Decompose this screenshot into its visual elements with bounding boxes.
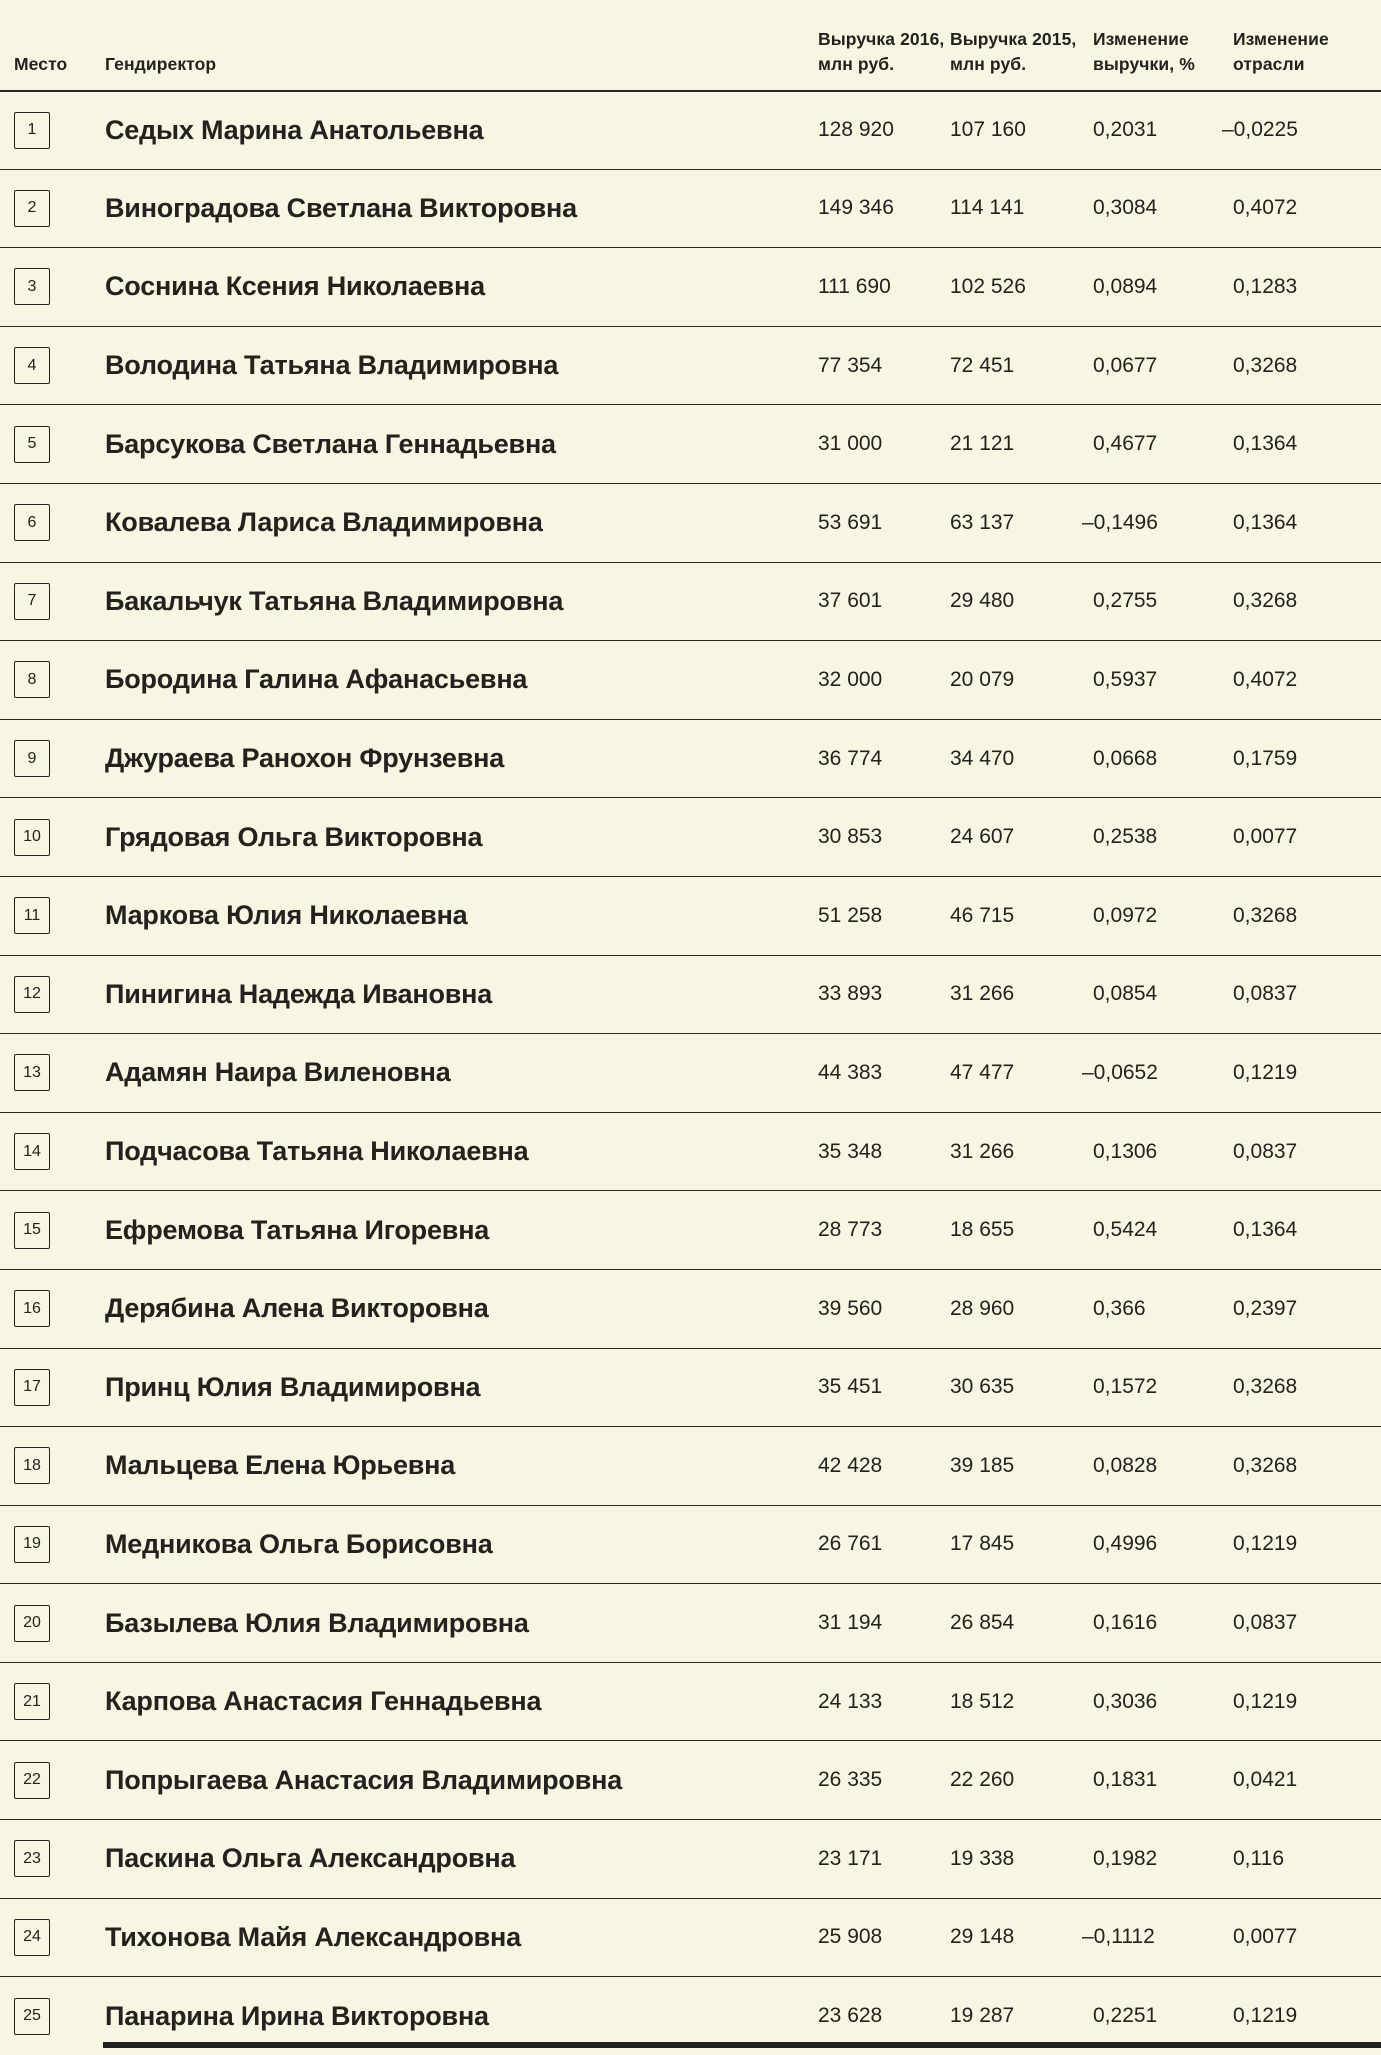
revenue-change-value: 0,0668 [1093,746,1158,770]
revenue-change-value: –0,0652 [1082,1060,1158,1084]
industry-change-value: 0,3268 [1233,1453,1298,1477]
rank-badge: 21 [14,1683,50,1720]
revenue-2016-value: 77 354 [818,353,883,377]
ceo-name: Принц Юлия Владимировна [105,1371,481,1402]
ceo-name: Джураева Ранохон Фрунзевна [105,743,505,774]
table-header-row [0,0,1381,90]
ceo-name: Ковалева Лариса Владимировна [105,507,543,538]
rank-badge: 13 [14,1054,50,1091]
table-row [0,1033,1381,1112]
rank-badge: 15 [14,1212,50,1249]
revenue-2016-value: 36 774 [818,746,883,770]
rank-badge: 14 [14,1133,50,1170]
revenue-change-value: –0,1496 [1082,510,1158,534]
rank-badge: 6 [14,504,50,541]
table-row [0,719,1381,798]
revenue-2016-value: 35 348 [818,1139,883,1163]
industry-change-value: 0,1364 [1233,432,1298,456]
industry-change-value: 0,1364 [1233,1218,1298,1242]
revenue-change-value: 0,5424 [1093,1218,1158,1242]
revenue-2015-value: 31 266 [950,982,1015,1006]
rank-badge: 24 [14,1919,50,1956]
rank-badge: 23 [14,1840,50,1877]
industry-change-value: 0,0077 [1233,1925,1298,1949]
next-section-edge [103,2042,1381,2048]
rank-badge: 17 [14,1369,50,1406]
revenue-change-value: 0,1831 [1093,1768,1158,1792]
revenue-change-value: 0,0828 [1093,1453,1158,1477]
revenue-change-value: 0,3036 [1093,1689,1158,1713]
ceo-name: Ефремова Татьяна Игоревна [105,1214,490,1245]
industry-change-value: 0,1219 [1233,2004,1298,2028]
rank-badge: 18 [14,1447,50,1484]
revenue-change-value: 0,1572 [1093,1375,1158,1399]
revenue-change-value: 0,4996 [1093,1532,1158,1556]
ceo-name: Базылева Юлия Владимировна [105,1607,529,1638]
header-place: Место [14,54,68,74]
rank-badge: 16 [14,1290,50,1327]
rank-badge: 22 [14,1762,50,1799]
revenue-2015-value: 34 470 [950,746,1015,770]
revenue-change-value: –0,1112 [1082,1925,1155,1949]
revenue-change-value: 0,2538 [1093,825,1158,849]
industry-change-value: 0,4072 [1233,667,1298,691]
table-row [0,1505,1381,1584]
table-row [0,247,1381,326]
revenue-2015-value: 107 160 [950,118,1026,142]
industry-change-value: 0,0077 [1233,825,1298,849]
table-row [0,955,1381,1034]
revenue-change-value: 0,0894 [1093,274,1158,298]
industry-change-value: 0,1219 [1233,1689,1298,1713]
ceo-name: Бакальчук Татьяна Владимировна [105,585,564,616]
rank-badge: 12 [14,976,50,1013]
ceo-name: Подчасова Татьяна Николаевна [105,1136,529,1167]
revenue-2016-value: 32 000 [818,667,883,691]
revenue-change-value: 0,2031 [1093,118,1158,142]
table-row [0,404,1381,483]
industry-change-value: 0,116 [1233,1846,1284,1870]
industry-change-value: 0,1219 [1233,1060,1298,1084]
revenue-2015-value: 39 185 [950,1453,1015,1477]
revenue-2016-value: 44 383 [818,1060,883,1084]
industry-change-value: 0,3268 [1233,1375,1298,1399]
ceo-name: Грядовая Ольга Викторовна [105,821,483,852]
table-row [0,876,1381,955]
revenue-2016-value: 35 451 [818,1375,883,1399]
table-row [0,640,1381,719]
ceo-name: Попрыгаева Анастасия Владимировна [105,1764,623,1795]
ceo-name: Адамян Наира Виленовна [105,1057,451,1088]
ceo-name: Паскина Ольга Александровна [105,1843,516,1874]
revenue-2015-value: 28 960 [950,1296,1015,1320]
rank-badge: 10 [14,819,50,856]
revenue-2015-value: 102 526 [950,274,1026,298]
industry-change-value: 0,4072 [1233,196,1298,220]
ceo-name: Медникова Ольга Борисовна [105,1528,493,1559]
revenue-2016-value: 111 690 [818,274,891,298]
table-row [0,1583,1381,1662]
revenue-change-value: 0,1982 [1093,1846,1158,1870]
revenue-change-value: 0,4677 [1093,432,1158,456]
revenue-2015-value: 47 477 [950,1060,1015,1084]
header-industry-change: Изменение отрасли [1233,29,1329,74]
revenue-2015-value: 24 607 [950,825,1015,849]
ceo-name: Володина Татьяна Владимировна [105,350,559,381]
industry-change-value: 0,1219 [1233,1532,1298,1556]
rank-badge: 19 [14,1526,50,1563]
table-row [0,483,1381,562]
ceo-name: Соснина Ксения Николаевна [105,271,485,302]
ceo-name: Мальцева Елена Юрьевна [105,1450,456,1481]
revenue-2015-value: 19 338 [950,1846,1015,1870]
revenue-2016-value: 31 000 [818,432,883,456]
revenue-2016-value: 149 346 [818,196,894,220]
revenue-2016-value: 128 920 [818,118,894,142]
revenue-change-value: 0,1616 [1093,1611,1158,1635]
revenue-2015-value: 21 121 [950,432,1015,456]
rank-badge: 8 [14,661,50,698]
revenue-2015-value: 17 845 [950,1532,1015,1556]
revenue-2015-value: 30 635 [950,1375,1015,1399]
table-row [0,326,1381,405]
table-row [0,562,1381,641]
revenue-2015-value: 72 451 [950,353,1015,377]
revenue-2016-value: 42 428 [818,1453,883,1477]
revenue-2015-value: 114 141 [950,196,1025,220]
table-row [0,1190,1381,1269]
header-revenue-change: Изменение выручки, % [1093,29,1195,74]
header-ceo: Гендиректор [105,54,217,74]
industry-change-value: 0,1759 [1233,746,1298,770]
industry-change-value: 0,0421 [1233,1768,1298,1792]
revenue-2016-value: 30 853 [818,825,883,849]
industry-change-value: 0,0837 [1233,1139,1298,1163]
revenue-2016-value: 53 691 [818,510,883,534]
table-row [0,1348,1381,1427]
industry-change-value: 0,3268 [1233,353,1298,377]
revenue-2016-value: 37 601 [818,589,883,613]
industry-change-value: 0,3268 [1233,589,1298,613]
revenue-2015-value: 18 655 [950,1218,1015,1242]
ceo-name: Барсукова Светлана Геннадьевна [105,428,556,459]
industry-change-value: –0,0225 [1222,118,1298,142]
revenue-2016-value: 24 133 [818,1689,883,1713]
industry-change-value: 0,1364 [1233,510,1298,534]
industry-change-value: 0,0837 [1233,982,1298,1006]
rank-badge: 3 [14,268,50,305]
table-row [0,1662,1381,1741]
table-row [0,1269,1381,1348]
revenue-2015-value: 46 715 [950,903,1015,927]
revenue-2015-value: 19 287 [950,2004,1015,2028]
ceo-name: Панарина Ирина Викторовна [105,2000,489,2031]
revenue-2016-value: 26 761 [818,1532,883,1556]
revenue-2015-value: 29 480 [950,589,1015,613]
ceo-name: Маркова Юлия Николаевна [105,900,468,931]
industry-change-value: 0,2397 [1233,1296,1298,1320]
rank-badge: 2 [14,190,50,227]
revenue-2015-value: 18 512 [950,1689,1015,1713]
industry-change-value: 0,0837 [1233,1611,1298,1635]
rank-badge: 4 [14,347,50,384]
revenue-2015-value: 63 137 [950,510,1015,534]
revenue-change-value: 0,366 [1093,1296,1146,1320]
revenue-change-value: 0,2251 [1093,2004,1158,2028]
table-row [0,797,1381,876]
revenue-2016-value: 51 258 [818,903,883,927]
revenue-2016-value: 39 560 [818,1296,883,1320]
table-row [0,1819,1381,1898]
rank-badge: 11 [14,897,50,934]
table-row [0,1112,1381,1191]
revenue-2016-value: 25 908 [818,1925,883,1949]
industry-change-value: 0,1283 [1233,274,1298,298]
revenue-2016-value: 28 773 [818,1218,883,1242]
revenue-change-value: 0,2755 [1093,589,1158,613]
table-body [0,90,1381,2055]
revenue-change-value: 0,3084 [1093,196,1158,220]
ceo-name: Бородина Галина Афанасьевна [105,664,528,695]
revenue-2016-value: 26 335 [818,1768,883,1792]
rank-badge: 7 [14,583,50,620]
rank-badge: 5 [14,426,50,463]
rank-badge: 1 [14,112,50,149]
revenue-2015-value: 22 260 [950,1768,1015,1792]
revenue-change-value: 0,0677 [1093,353,1158,377]
ceo-name: Виноградова Светлана Викторовна [105,192,577,223]
rank-badge: 25 [14,1998,50,2035]
header-revenue-2016: Выручка 2016, млн руб. [818,29,945,74]
revenue-2015-value: 20 079 [950,667,1015,691]
ceo-name: Пинигина Надежда Ивановна [105,978,493,1009]
table-row [0,1740,1381,1819]
revenue-change-value: 0,0972 [1093,903,1158,927]
table-row [0,169,1381,248]
revenue-change-value: 0,0854 [1093,982,1158,1006]
revenue-2015-value: 26 854 [950,1611,1015,1635]
revenue-change-value: 0,5937 [1093,667,1158,691]
rank-badge: 20 [14,1605,50,1642]
ceo-name: Дерябина Алена Викторовна [105,1293,489,1324]
revenue-2016-value: 23 171 [818,1846,883,1870]
revenue-2015-value: 29 148 [950,1925,1015,1949]
revenue-2016-value: 33 893 [818,982,883,1006]
rank-badge: 9 [14,740,50,777]
header-revenue-2015: Выручка 2015, млн руб. [950,29,1077,74]
industry-change-value: 0,3268 [1233,903,1298,927]
table-row [0,1426,1381,1505]
revenue-2015-value: 31 266 [950,1139,1015,1163]
ceo-name: Седых Марина Анатольевна [105,114,484,145]
table-row [0,1898,1381,1977]
revenue-2016-value: 31 194 [818,1611,883,1635]
revenue-change-value: 0,1306 [1093,1139,1158,1163]
table-row [0,90,1381,169]
revenue-2016-value: 23 628 [818,2004,883,2028]
ceo-name: Тихонова Майя Александровна [105,1921,521,1952]
ceo-name: Карпова Анастасия Геннадьевна [105,1686,542,1717]
